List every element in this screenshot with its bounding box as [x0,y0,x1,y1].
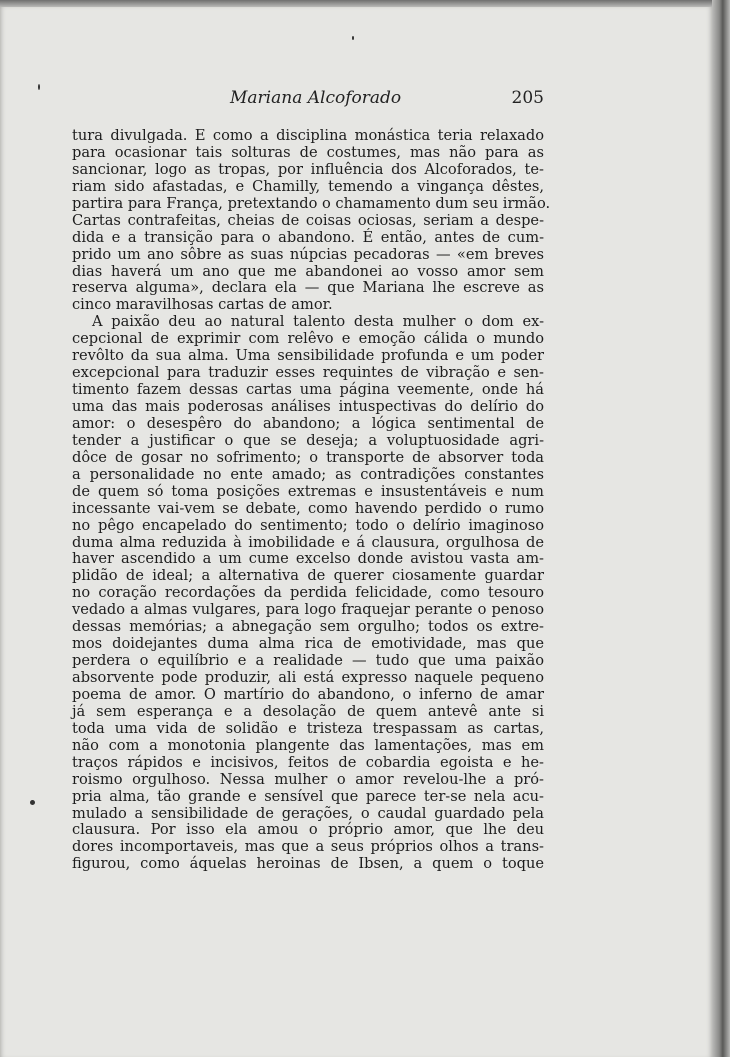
text-line: dessas memórias; a abnegação sem orgulho; todos os extre- [72,618,544,636]
text-line: incessante vai-vem se debate, como havendo perdido o rumo [72,499,544,517]
text-line: poema de amor. O martírio do abandono, o inferno de amar [72,685,544,703]
running-title: Mariana Alcoforado [230,88,402,108]
text-line: timento fazem dessas cartas uma página veemente, onde há [72,381,544,399]
text-line: de quem só toma posições extremas e insustentáveis e num [72,482,544,500]
text-line: tura divulgada. E como a disciplina monástica teria relaxado [72,127,544,144]
text-line: figurou, como áquelas heroinas de Ibsen, a quem o toque [72,855,544,873]
text-line: no coração recordações da perdida felicidade, como tesouro [72,584,544,602]
text-line: roismo orgulhoso. Nessa mulher o amor revelou-lhe a pró- [72,770,544,788]
text-line: Cartas contrafeitas, cheias de coisas ociosas, seriam a despe- [72,211,544,229]
text-line: dias haverá um ano que me abandonei ao vosso amor sem [72,262,544,280]
text-line: plidão de ideal; a alternativa de querer ciosamente guardar [72,567,544,585]
text-line: no pêgo encapelado do sentimento; todo o delírio imaginoso [72,516,544,534]
paper-speck [352,36,354,40]
text-line: dores incomportaveis, mas que a seus próprios olhos a trans- [72,838,544,856]
text-line: mulado a sensibilidade de gerações, o caudal guardado pela [72,804,544,822]
text-line: perdera o equilíbrio e a realidade — tudo que uma paixão [72,652,544,670]
paper-speck [30,800,35,805]
text-line: riam sido afastadas, e Chamilly, temendo a vingança dêstes, [72,177,544,195]
text-line: mos doidejantes duma alma rica de emotividade, mas que [72,635,544,653]
text-line: partira para França, pretextando o chamamento dum seu irmão. [72,194,551,212]
text-line: reserva alguma», declara ela — que Mariana lhe escreve as [72,279,544,297]
text-line: toda uma vida de solidão e tristeza trespassam as cartas, [72,719,544,737]
text-line: para ocasionar tais solturas de costumes, mas não para as [72,143,544,161]
body-text [72,127,551,873]
text-line: excepcional para traduzir esses requintes de vibração e sen- [72,364,544,382]
text-line: revôlto da sua alma. Uma sensibilidade profunda e um poder [72,347,544,365]
text-line: uma das mais poderosas análises intuspectivas do delírio do [72,398,544,415]
text-line: cinco maravilhosas cartas de amor. [72,296,333,314]
text-line: dida e a transição para o abandono. É então, antes de cum- [72,228,544,246]
text-line: não com a monotonia plangente das lamentações, mas em [72,736,544,754]
page-header [70,88,544,114]
text-line: dôce de gosar no sofrimento; o transporte de absorver toda [72,448,544,466]
text-line: absorvente pode produzir, ali está expresso naquele pequeno [72,669,544,686]
text-line: clausura. Por isso ela amou o próprio amor, que lhe deu [72,821,544,839]
text-line: vedado a almas vulgares, para logo fraquejar perante o penoso [72,601,544,619]
page-number: 205 [511,88,544,108]
text-line: A paixão deu ao natural talento desta mulher o dom ex- [92,313,544,331]
text-line: haver ascendido a um cume excelso donde avistou vasta am- [72,550,544,568]
text-line: a personalidade no ente amado; as contradições constantes [72,465,544,483]
text-line: já sem esperança e a desolação de quem antevê ante si [72,702,544,720]
paper-speck [38,84,40,90]
page-binding-edge [712,0,730,1057]
page-top-edge [0,0,730,7]
text-line: traços rápidos e incisivos, feitos de cobardia egoista e he- [72,753,544,771]
text-line: cepcional de exprimir com relêvo e emoção cálida o mundo [72,330,544,348]
text-line: sancionar, logo as tropas, por influência dos Alcoforados, te- [72,160,544,178]
text-line: amor: o desespêro do abandono; a lógica sentimental de [72,414,544,432]
text-line: tender a justificar o que se deseja; a voluptuosidade agri- [72,431,544,449]
text-line: prido um ano sôbre as suas núpcias pecadoras — «em breves [72,245,544,263]
text-line: pria alma, tão grande e sensível que parece ter-se nela acu- [72,787,544,805]
text-line: duma alma reduzida à imobilidade e á clausura, orgulhosa de [72,533,544,551]
